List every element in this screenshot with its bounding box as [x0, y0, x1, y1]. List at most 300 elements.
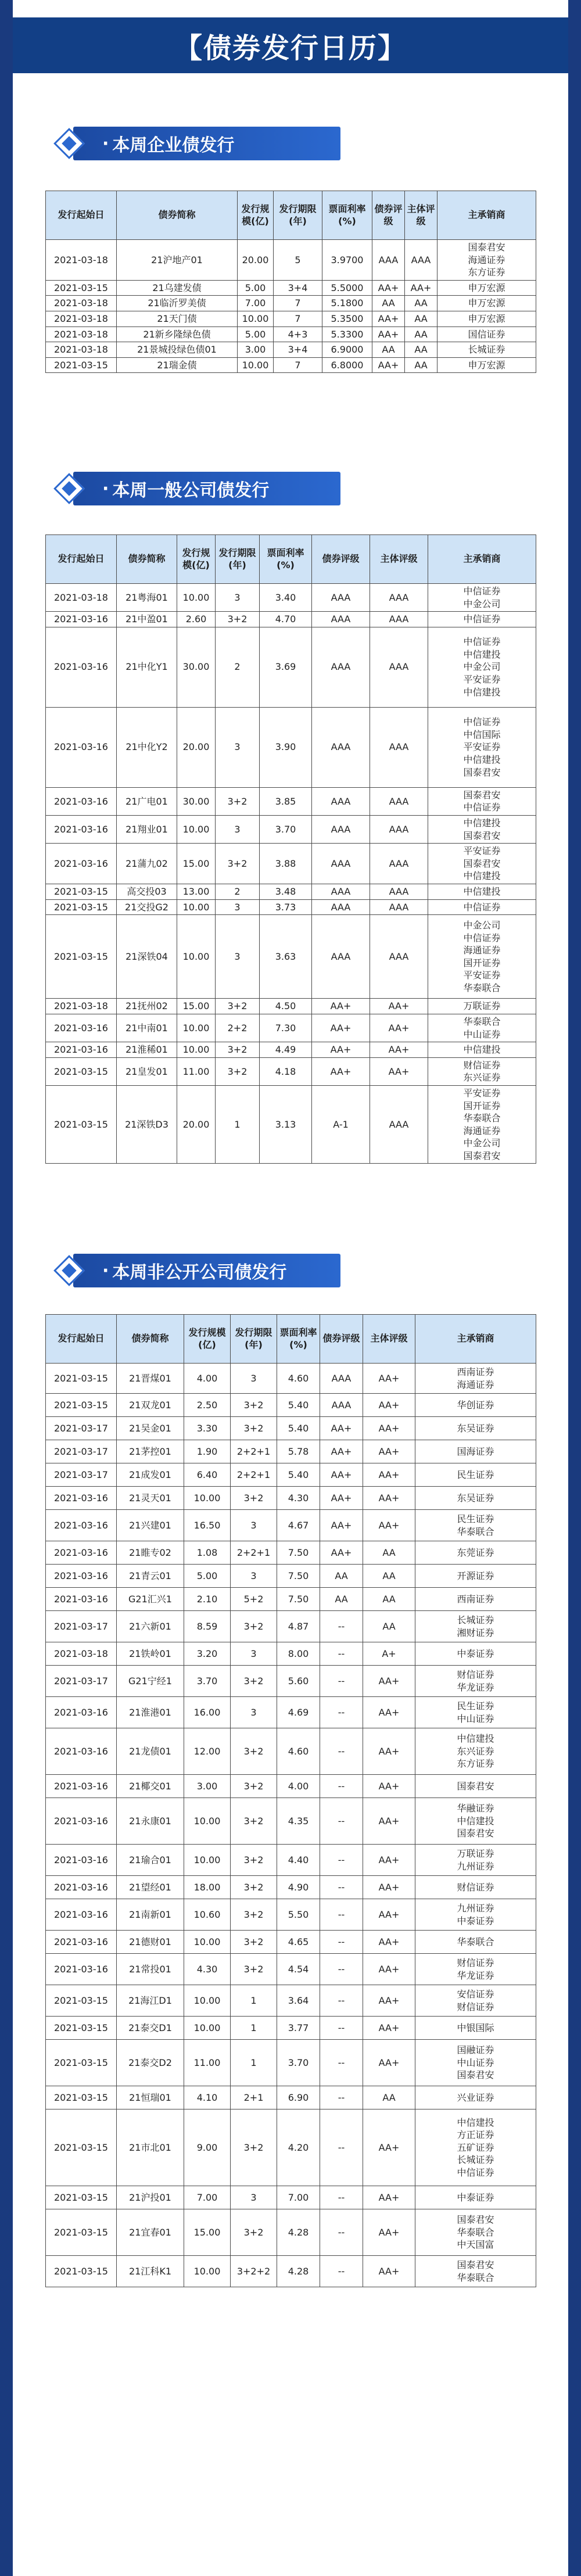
cell-term: 2 [216, 627, 260, 707]
section-title-enterprise: · 本周企业债发行 [73, 127, 340, 160]
cell-bond-name: 21泰交D2 [117, 2040, 184, 2086]
cell-bond-rating: AA [320, 1565, 363, 1588]
cell-bond-rating: AA+ [320, 1463, 363, 1487]
underwriter-name: 中银国际 [457, 2022, 494, 2033]
cell-coupon-rate: 3.9700 [322, 240, 372, 281]
underwriter-name: 长城证券 [457, 1614, 494, 1626]
cell-issuer-rating: AAA [405, 240, 437, 281]
underwriter-name: 华龙证券 [457, 1681, 494, 1693]
cell-underwriters [415, 1394, 536, 1417]
cell-issuer-rating: AAA [370, 787, 428, 815]
cell-bond-rating: AA+ [312, 1057, 370, 1085]
cell-issuer-rating: AA+ [363, 1954, 415, 1985]
cell-issue-size: 4.30 [184, 1954, 231, 1985]
cell-issuer-rating: AAA [370, 899, 428, 915]
cell-start-date: 2021-03-16 [46, 1798, 117, 1845]
cell-bond-name: 21中化Y1 [117, 627, 177, 707]
underwriter-name: 华泰联合 [463, 1016, 501, 1027]
section-title-private-corp: · 本周非公开公司债发行 [73, 1254, 340, 1287]
cell-bond-rating: AAA [312, 612, 370, 627]
cell-coupon-rate: 3.69 [260, 627, 312, 707]
cell-issue-size: 10.00 [184, 2256, 231, 2287]
cell-bond-rating: -- [320, 1775, 363, 1798]
cell-issuer-rating: AA+ [363, 1845, 415, 1876]
general-corp-bond-table [45, 534, 536, 1164]
cell-bond-name: 21中化Y2 [117, 707, 177, 787]
underwriter-name: 东莞证券 [457, 1547, 494, 1558]
cell-underwriters [415, 2256, 536, 2287]
cell-bond-name: 高交投03 [117, 884, 177, 900]
cell-term: 3+2 [216, 1042, 260, 1058]
cell-bond-name: 21广电01 [117, 787, 177, 815]
cell-bond-name: 21瑞金债 [117, 357, 238, 373]
cell-underwriters [415, 1931, 536, 1954]
cell-term: 1 [216, 1085, 260, 1164]
cell-term: 3+2 [231, 1666, 277, 1697]
cell-issuer-rating: AA+ [363, 1985, 415, 2017]
cell-term: 2+1 [231, 2086, 277, 2109]
cell-issuer-rating: AA+ [363, 2040, 415, 2086]
cell-bond-name: 21抚州02 [117, 999, 177, 1014]
cell-start-date: 2021-03-15 [46, 1364, 117, 1394]
cell-term: 3+2 [231, 2109, 277, 2186]
cell-bond-name: 21宜春01 [117, 2209, 184, 2256]
cell-bond-name: 21江科K1 [117, 2256, 184, 2287]
table-row [46, 1510, 536, 1541]
cell-bond-rating: -- [320, 2209, 363, 2256]
cell-bond-name: 21南新01 [117, 1899, 184, 1931]
cell-coupon-rate: 7.00 [277, 2186, 320, 2209]
cell-issue-size: 4.10 [184, 2086, 231, 2109]
cell-coupon-rate: 4.28 [277, 2209, 320, 2256]
cell-term: 4+3 [274, 327, 322, 342]
cell-bond-rating: AAA [320, 1364, 363, 1394]
underwriter-name: 万联证券 [463, 1000, 501, 1012]
header-coupon-rate: 票面利率(%) [277, 1315, 320, 1364]
cell-underwriters [437, 296, 536, 311]
cell-issuer-rating: AA+ [363, 1510, 415, 1541]
underwriter-name: 国开证券 [463, 1100, 501, 1111]
table-row [46, 584, 536, 612]
cell-bond-rating: AA+ [320, 1510, 363, 1541]
cell-start-date: 2021-03-16 [46, 815, 117, 843]
table-row [46, 999, 536, 1014]
cell-bond-name: 21恒瑞01 [117, 2086, 184, 2109]
cell-term: 3 [216, 815, 260, 843]
cell-coupon-rate: 3.77 [277, 2017, 320, 2040]
table-row [46, 357, 536, 373]
underwriter-name: 财信证券 [463, 1059, 501, 1071]
cell-coupon-rate: 4.30 [277, 1487, 320, 1510]
underwriter-name: 华融证券 [457, 1803, 494, 1814]
cell-term: 3 [231, 1510, 277, 1541]
cell-term: 3 [216, 915, 260, 999]
cell-term: 3+4 [274, 342, 322, 358]
cell-term: 1 [231, 1985, 277, 2017]
cell-coupon-rate: 4.50 [260, 999, 312, 1014]
cell-coupon-rate: 5.3300 [322, 327, 372, 342]
cell-term: 5 [274, 240, 322, 281]
cell-start-date: 2021-03-15 [46, 915, 117, 999]
table-row [46, 2186, 536, 2209]
table-row [46, 2040, 536, 2086]
cell-coupon-rate: 3.40 [260, 584, 312, 612]
cell-underwriters [415, 1697, 536, 1728]
cell-start-date: 2021-03-16 [46, 1487, 117, 1510]
cell-bond-name: 21瑜合01 [117, 1845, 184, 1876]
cell-issue-size: 2.10 [184, 1588, 231, 1611]
cell-underwriters [415, 1440, 536, 1463]
cell-start-date: 2021-03-15 [46, 1394, 117, 1417]
cell-issuer-rating: AA+ [363, 1440, 415, 1463]
cell-issuer-rating: A+ [363, 1642, 415, 1666]
cell-coupon-rate: 3.73 [260, 899, 312, 915]
cell-issuer-rating: AA+ [363, 1487, 415, 1510]
underwriter-name: 民生证券 [457, 1469, 494, 1480]
header-issue-size: 发行规模(亿) [238, 191, 274, 240]
section-title-general-corp: · 本周一般公司债发行 [73, 472, 340, 505]
cell-bond-rating: AA+ [312, 1042, 370, 1058]
cell-start-date: 2021-03-16 [46, 1588, 117, 1611]
cell-coupon-rate: 4.67 [277, 1510, 320, 1541]
cell-start-date: 2021-03-16 [46, 1510, 117, 1541]
cell-issuer-rating: AA [405, 296, 437, 311]
cell-issuer-rating: AAA [370, 915, 428, 999]
underwriter-name: 海通证券 [457, 1379, 494, 1390]
cell-coupon-rate: 4.60 [277, 1364, 320, 1394]
table-header-row [46, 1315, 536, 1364]
underwriter-name: 华龙证券 [457, 1969, 494, 1981]
cell-issuer-rating: AAA [370, 707, 428, 787]
cell-bond-rating: -- [320, 1899, 363, 1931]
cell-underwriters [428, 1014, 536, 1042]
cell-term: 3 [231, 2186, 277, 2209]
underwriter-name: 开源证券 [457, 1570, 494, 1581]
cell-bond-rating: AA+ [320, 1417, 363, 1440]
cell-bond-name: 21灵天01 [117, 1487, 184, 1510]
underwriter-name: 中信建投 [463, 886, 501, 898]
header-coupon-rate: 票面利率(%) [260, 535, 312, 584]
cell-issue-size: 11.00 [184, 2040, 231, 2086]
cell-issuer-rating: AAA [370, 815, 428, 843]
table-row [46, 1931, 536, 1954]
cell-issue-size: 10.00 [184, 1487, 231, 1510]
cell-start-date: 2021-03-15 [46, 2040, 117, 2086]
cell-term: 3+2 [231, 1611, 277, 1642]
cell-issuer-rating: AA [405, 357, 437, 373]
cell-issuer-rating: AA+ [363, 1394, 415, 1417]
cell-term: 3+2 [216, 844, 260, 884]
underwriter-name: 财信证券 [457, 1881, 494, 1893]
cell-coupon-rate: 5.50 [277, 1899, 320, 1931]
cell-start-date: 2021-03-16 [46, 844, 117, 884]
cell-term: 2+2+1 [231, 1463, 277, 1487]
underwriter-name: 中金公司 [463, 920, 501, 931]
underwriter-name: 民生证券 [457, 1700, 494, 1712]
cell-start-date: 2021-03-16 [46, 707, 117, 787]
underwriter-name: 中泰证券 [457, 2191, 494, 2203]
cell-bond-rating: AA+ [320, 1440, 363, 1463]
cell-coupon-rate: 5.3500 [322, 311, 372, 327]
underwriter-name: 西南证券 [457, 1593, 494, 1605]
cell-coupon-rate: 3.13 [260, 1085, 312, 1164]
cell-term: 3+2 [231, 1845, 277, 1876]
cell-underwriters [415, 1728, 536, 1775]
cell-term: 3+2 [231, 1899, 277, 1931]
cell-issue-size: 10.00 [238, 311, 274, 327]
cell-underwriters [428, 627, 536, 707]
cell-bond-name: 21粤海01 [117, 584, 177, 612]
cell-issuer-rating: AA+ [363, 1666, 415, 1697]
cell-issuer-rating: AA+ [363, 2209, 415, 2256]
cell-bond-name: 21天门债 [117, 311, 238, 327]
cell-bond-name: 21成发01 [117, 1463, 184, 1487]
cell-issue-size: 2.50 [184, 1394, 231, 1417]
underwriter-name: 华泰联合 [457, 2226, 494, 2238]
underwriter-name: 五矿证券 [457, 2141, 494, 2153]
cell-start-date: 2021-03-15 [46, 2186, 117, 2209]
cell-bond-rating: AAA [312, 787, 370, 815]
underwriter-name: 中山证券 [457, 2057, 494, 2068]
underwriter-name: 华泰联合 [457, 2272, 494, 2283]
cell-term: 3+2+2 [231, 2256, 277, 2287]
cell-underwriters [415, 2040, 536, 2086]
cell-term: 3 [231, 1565, 277, 1588]
cell-start-date: 2021-03-18 [46, 1642, 117, 1666]
cell-issuer-rating: AA+ [363, 1364, 415, 1394]
cell-issue-size: 3.70 [184, 1666, 231, 1697]
cell-bond-rating: -- [320, 1611, 363, 1642]
table-row [46, 280, 536, 296]
cell-coupon-rate: 5.78 [277, 1440, 320, 1463]
underwriter-name: 中信建投 [457, 1815, 494, 1827]
cell-bond-rating: AAA [320, 1394, 363, 1417]
underwriter-name: 中信证券 [463, 613, 501, 625]
cell-bond-name: 21淮稀01 [117, 1042, 177, 1058]
underwriter-name: 方正证券 [457, 2129, 494, 2141]
cell-underwriters [428, 787, 536, 815]
underwriter-name: 长城证券 [457, 2154, 494, 2166]
cell-coupon-rate: 5.60 [277, 1666, 320, 1697]
underwriter-name: 华泰联合 [457, 1936, 494, 1947]
table-header-row [46, 535, 536, 584]
cell-start-date: 2021-03-18 [46, 311, 117, 327]
cell-term: 3+2 [231, 1487, 277, 1510]
cell-bond-name: G21宁经1 [117, 1666, 184, 1697]
cell-coupon-rate: 4.70 [260, 612, 312, 627]
cell-bond-rating: AA [372, 342, 405, 358]
underwriter-name: 民生证券 [457, 1513, 494, 1524]
cell-issue-size: 3.00 [184, 1775, 231, 1798]
cell-start-date: 2021-03-17 [46, 1417, 117, 1440]
cell-coupon-rate: 4.54 [277, 1954, 320, 1985]
underwriter-name: 国泰君安 [468, 242, 505, 253]
cell-term: 3+2 [231, 1931, 277, 1954]
cell-issuer-rating: AA [363, 1565, 415, 1588]
underwriter-name: 海通证券 [468, 254, 505, 266]
underwriter-name: 东兴证券 [457, 1745, 494, 1757]
cell-bond-name: 21翔业01 [117, 815, 177, 843]
cell-start-date: 2021-03-15 [46, 899, 117, 915]
cell-term: 3+2 [231, 1728, 277, 1775]
table-row [46, 1845, 536, 1876]
cell-start-date: 2021-03-16 [46, 1954, 117, 1985]
cell-bond-rating: -- [320, 1697, 363, 1728]
cell-term: 3 [231, 1697, 277, 1728]
cell-bond-rating: AAA [312, 627, 370, 707]
cell-coupon-rate: 4.60 [277, 1728, 320, 1775]
cell-issuer-rating: AA+ [363, 1728, 415, 1775]
cell-underwriters [415, 1364, 536, 1394]
cell-bond-name: 21椰交01 [117, 1775, 184, 1798]
cell-start-date: 2021-03-17 [46, 1440, 117, 1463]
cell-bond-name: 21泰交D1 [117, 2017, 184, 2040]
table-row [46, 1463, 536, 1487]
cell-issuer-rating: AA+ [370, 999, 428, 1014]
cell-underwriters [415, 2186, 536, 2209]
cell-underwriters [428, 612, 536, 627]
table-row [46, 1642, 536, 1666]
cell-issuer-rating: AAA [370, 884, 428, 900]
cell-bond-rating: AA+ [320, 1487, 363, 1510]
cell-underwriters [415, 1954, 536, 1985]
table-row [46, 2086, 536, 2109]
cell-term: 2 [216, 884, 260, 900]
cell-start-date: 2021-03-15 [46, 357, 117, 373]
cell-start-date: 2021-03-16 [46, 612, 117, 627]
cell-term: 3+2 [231, 2209, 277, 2256]
cell-bond-name: 21沪地产01 [117, 240, 238, 281]
cell-underwriters [437, 327, 536, 342]
cell-bond-name: 21双龙01 [117, 1394, 184, 1417]
header-bond-name: 债券简称 [117, 1315, 184, 1364]
cell-bond-rating: -- [320, 1666, 363, 1697]
cell-start-date: 2021-03-16 [46, 1728, 117, 1775]
table-row [46, 1954, 536, 1985]
cell-underwriters [428, 1042, 536, 1058]
cell-bond-name: 21乌建发债 [117, 280, 238, 296]
underwriter-name: 国泰君安 [457, 2069, 494, 2081]
underwriter-name: 中信建投 [463, 648, 501, 660]
cell-coupon-rate: 6.9000 [322, 342, 372, 358]
cell-underwriters [428, 999, 536, 1014]
cell-bond-rating: AA+ [372, 327, 405, 342]
cell-bond-name: 21深铁D3 [117, 1085, 177, 1164]
cell-term: 3+2 [231, 1775, 277, 1798]
cell-issue-size: 1.90 [184, 1440, 231, 1463]
cell-start-date: 2021-03-15 [46, 280, 117, 296]
cell-start-date: 2021-03-16 [46, 1876, 117, 1899]
cell-term: 3+2 [231, 1876, 277, 1899]
cell-underwriters [437, 240, 536, 281]
underwriter-name: 国海证券 [457, 1445, 494, 1457]
underwriter-name: 财信证券 [457, 1669, 494, 1680]
cell-term: 3 [231, 1364, 277, 1394]
table-row [46, 844, 536, 884]
cell-issue-size: 4.00 [184, 1364, 231, 1394]
cell-issuer-rating: AA+ [370, 1014, 428, 1042]
cell-issue-size: 7.00 [184, 2186, 231, 2209]
underwriter-name: 国泰君安 [457, 2259, 494, 2270]
underwriter-name: 东方证券 [457, 1758, 494, 1770]
underwriter-name: 国泰君安 [463, 789, 501, 801]
cell-term: 3+2 [216, 999, 260, 1014]
cell-underwriters [437, 311, 536, 327]
table-row [46, 1611, 536, 1642]
table-row [46, 327, 536, 342]
underwriter-name: 中信建投 [457, 2116, 494, 2128]
cell-bond-rating: AA [320, 1588, 363, 1611]
cell-coupon-rate: 4.18 [260, 1057, 312, 1085]
cell-issue-size: 10.00 [184, 1798, 231, 1845]
underwriter-name: 国融证券 [457, 2044, 494, 2056]
cell-issue-size: 15.00 [177, 999, 216, 1014]
table-row [46, 707, 536, 787]
cell-underwriters [415, 2017, 536, 2040]
cell-coupon-rate: 4.49 [260, 1042, 312, 1058]
cell-bond-name: 21六新01 [117, 1611, 184, 1642]
cell-bond-name: 21沪投01 [117, 2186, 184, 2209]
table-row [46, 1899, 536, 1931]
cell-bond-rating: AAA [312, 899, 370, 915]
underwriter-name: 国泰君安 [463, 1150, 501, 1161]
table-row [46, 2256, 536, 2287]
cell-coupon-rate: 5.40 [277, 1394, 320, 1417]
cell-coupon-rate: 3.70 [260, 815, 312, 843]
cell-issuer-rating: AA [363, 1611, 415, 1642]
cell-issuer-rating: AA [405, 342, 437, 358]
underwriter-name: 中信证券 [463, 716, 501, 728]
header-bond-rating: 债券评级 [372, 191, 405, 240]
cell-underwriters [415, 2109, 536, 2186]
table-row [46, 1588, 536, 1611]
underwriter-name: 中金公司 [463, 598, 501, 609]
cell-coupon-rate: 3.64 [277, 1985, 320, 2017]
cell-issuer-rating: AA+ [363, 1697, 415, 1728]
cell-underwriters [428, 899, 536, 915]
underwriter-name: 国泰君安 [463, 858, 501, 869]
cell-coupon-rate: 4.65 [277, 1931, 320, 1954]
cell-issue-size: 5.00 [238, 327, 274, 342]
table-row [46, 2209, 536, 2256]
underwriter-name: 东吴证券 [457, 1492, 494, 1504]
cell-issuer-rating: AA+ [363, 1417, 415, 1440]
cell-issue-size: 16.50 [184, 1510, 231, 1541]
cell-term: 3+2 [231, 1417, 277, 1440]
cell-issue-size: 20.00 [177, 707, 216, 787]
cell-underwriters [415, 1588, 536, 1611]
underwriter-name: 申万宏源 [468, 297, 505, 309]
underwriter-name: 华泰联合 [463, 1113, 501, 1124]
cell-start-date: 2021-03-16 [46, 1845, 117, 1876]
cell-term: 2+2+1 [231, 1541, 277, 1565]
underwriter-name: 国泰君安 [463, 830, 501, 841]
underwriter-name: 东方证券 [468, 267, 505, 278]
cell-issue-size: 16.00 [184, 1697, 231, 1728]
table-row [46, 1798, 536, 1845]
underwriter-name: 中山证券 [457, 1713, 494, 1724]
cell-issue-size: 30.00 [177, 627, 216, 707]
table-row [46, 1876, 536, 1899]
header-start-date: 发行起始日 [46, 1315, 117, 1364]
cell-issue-size: 30.00 [177, 787, 216, 815]
underwriter-name: 中信建投 [463, 1044, 501, 1056]
cell-issue-size: 10.00 [184, 1931, 231, 1954]
cell-coupon-rate: 3.90 [260, 707, 312, 787]
underwriter-name: 中泰证券 [457, 1648, 494, 1659]
header-bond-name: 债券简称 [117, 535, 177, 584]
cell-coupon-rate: 5.1800 [322, 296, 372, 311]
